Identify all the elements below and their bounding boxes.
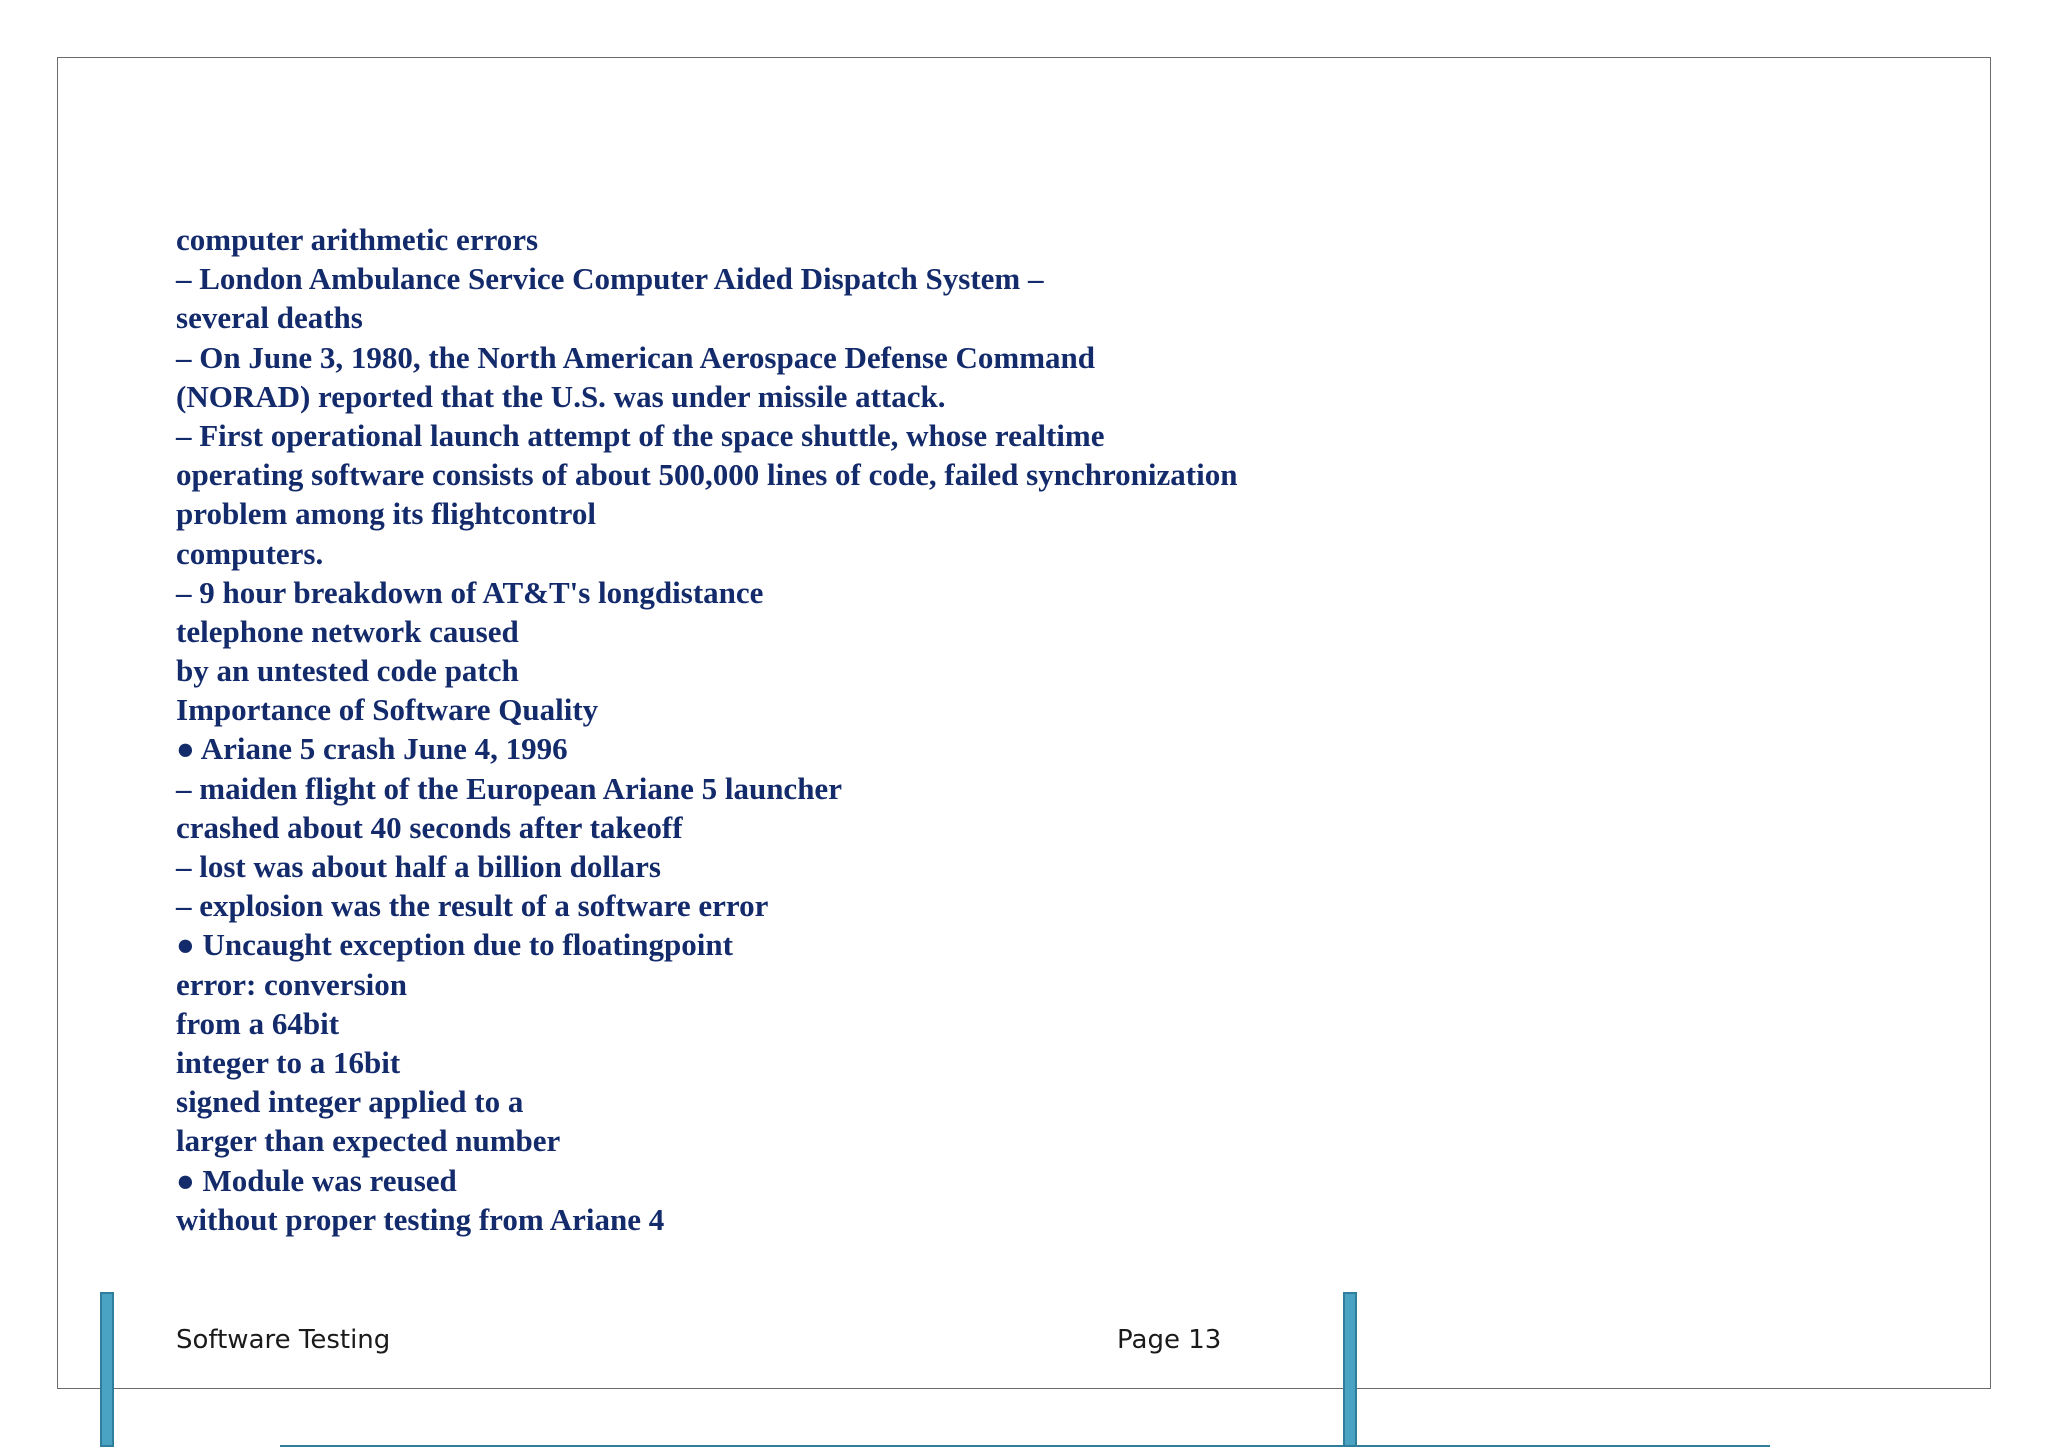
section-heading: Importance of Software Quality bbox=[176, 692, 599, 728]
text-line: several deaths bbox=[176, 300, 363, 336]
text-line: problem among its flightcontrol bbox=[176, 496, 596, 532]
footer-accent-bar-right bbox=[1343, 1292, 1357, 1447]
text-line: – First operational launch attempt of the space shuttle, whose realtime bbox=[176, 417, 1105, 453]
bullet-item: ● Module was reused bbox=[176, 1162, 457, 1198]
text-line: operating software consists of about 500,000 lines of code, failed synchronization bbox=[176, 457, 1238, 493]
text-line: (NORAD) reported that the U.S. was under missile attack. bbox=[176, 378, 946, 414]
text-line: integer to a 16bit bbox=[176, 1044, 401, 1080]
text-line: telephone network caused bbox=[176, 613, 519, 649]
page-number: Page 13 bbox=[1117, 1325, 1222, 1355]
text-line: computer arithmetic errors bbox=[176, 222, 539, 257]
text-line: from a 64bit bbox=[176, 1005, 340, 1041]
text-line: – On June 3, 1980, the North American Aerospace Defense Command bbox=[176, 339, 1096, 375]
text-line: – 9 hour breakdown of AT&T's longdistance bbox=[176, 574, 764, 610]
text-line: computers. bbox=[176, 535, 324, 571]
body-text bbox=[176, 220, 1237, 1239]
text-line: signed integer applied to a bbox=[176, 1084, 524, 1120]
text-line: error: conversion bbox=[176, 966, 407, 1002]
text-line: – London Ambulance Service Computer Aided Dispatch System – bbox=[176, 261, 1044, 297]
footer-accent-bar-left bbox=[100, 1292, 114, 1447]
bullet-item: ● Ariane 5 crash June 4, 1996 bbox=[176, 731, 568, 767]
footer-title: Software Testing bbox=[176, 1325, 391, 1355]
text-line: – explosion was the result of a software error bbox=[176, 888, 769, 924]
text-line: – lost was about half a billion dollars bbox=[176, 849, 661, 884]
bullet-item: ● Uncaught exception due to floatingpoint bbox=[176, 927, 733, 963]
text-line: by an untested code patch bbox=[176, 653, 519, 689]
text-line: – maiden flight of the European Ariane 5 launcher bbox=[176, 770, 842, 806]
text-line: without proper testing from Ariane 4 bbox=[176, 1201, 665, 1237]
text-line: larger than expected number bbox=[176, 1123, 561, 1159]
text-line: crashed about 40 seconds after takeoff bbox=[176, 809, 683, 845]
